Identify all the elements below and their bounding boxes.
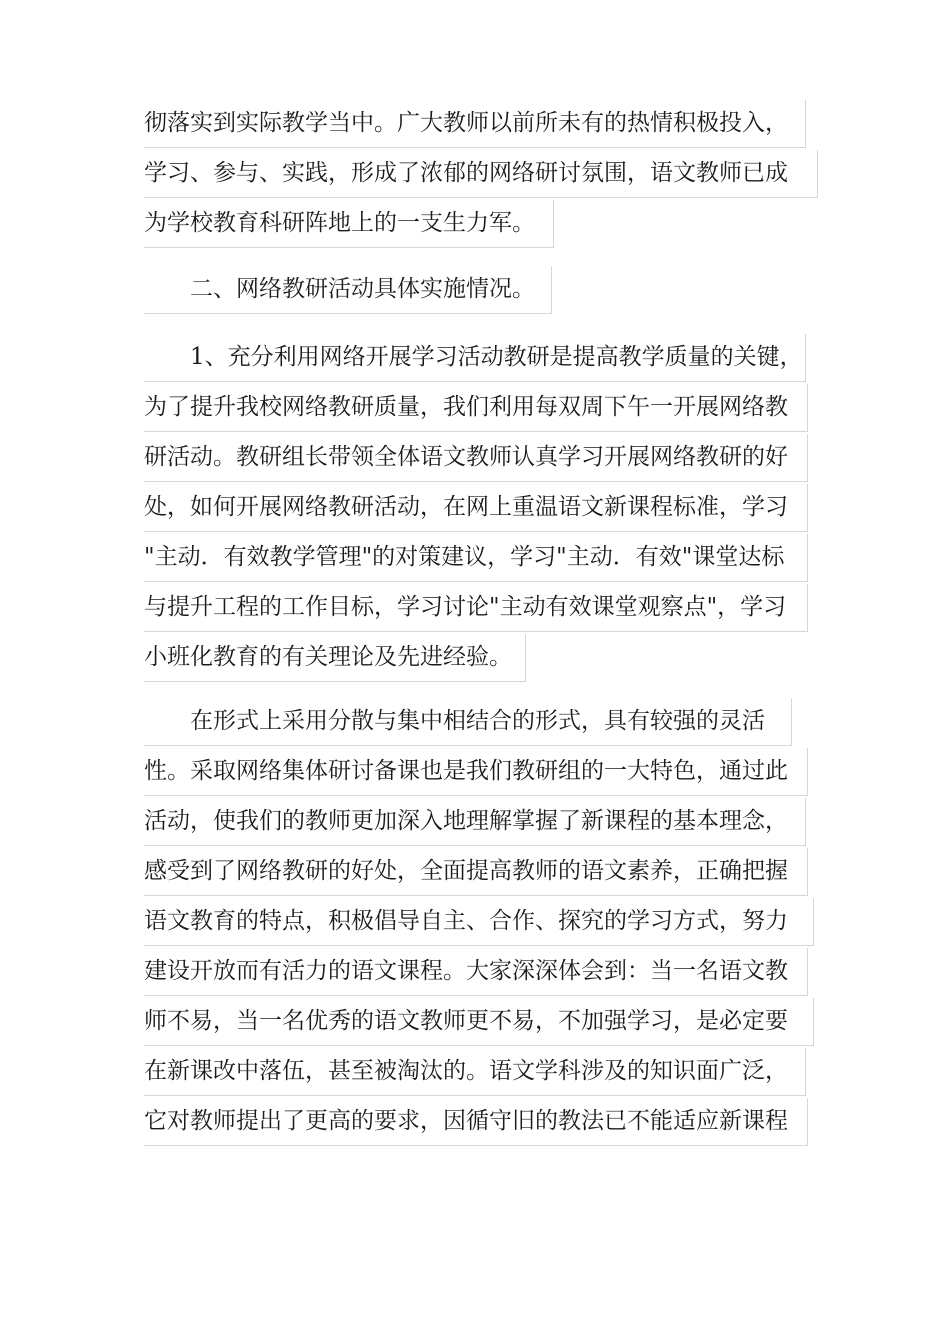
text-line: 学习、参与、实践，形成了浓郁的网络研讨氛围，语文教师已成	[144, 150, 818, 198]
text-line: 小班化教育的有关理论及先进经验。	[144, 634, 526, 682]
text-line: 语文教育的特点，积极倡导自主、合作、探究的学习方式，努力	[144, 898, 814, 946]
text-line: 它对教师提出了更高的要求，因循守旧的教法已不能适应新课程	[144, 1098, 808, 1146]
text-line: 为学校教育科研阵地上的一支生力军。	[144, 200, 554, 248]
text-line: 在新课改中落伍，甚至被淘汰的。语文学科涉及的知识面广泛，	[144, 1048, 806, 1096]
paragraph-item-1	[144, 334, 824, 684]
text-line: 活动，使我们的教师更加深入地理解掌握了新课程的基本理念，	[144, 798, 806, 846]
paragraph-intro-continuation	[144, 100, 824, 250]
text-line: 研活动。教研组长带领全体语文教师认真学习开展网络教研的好	[144, 434, 808, 482]
text-line: 1、充分利用网络开展学习活动教研是提高教学质量的关键，	[144, 334, 806, 382]
text-line: 建设开放而有活力的语文课程。大家深深体会到：当一名语文教	[144, 948, 808, 996]
text-line: 师不易，当一名优秀的语文教师更不易，不加强学习，是必定要	[144, 998, 814, 1046]
text-line: "主动．有效教学管理"的对策建议，学习"主动．有效"课堂达标	[144, 534, 808, 582]
text-line: 彻落实到实际教学当中。广大教师以前所未有的热情积极投入，	[144, 100, 806, 148]
text-line: 性。采取网络集体研讨备课也是我们教研组的一大特色，通过此	[144, 748, 808, 796]
text-line: 在形式上采用分散与集中相结合的形式，具有较强的灵活	[144, 698, 792, 746]
section-heading-text: 二、网络教研活动具体实施情况。	[144, 266, 552, 314]
section-heading	[144, 266, 824, 316]
paragraph-form	[144, 698, 824, 1148]
text-line: 为了提升我校网络教研质量，我们利用每双周下午一开展网络教	[144, 384, 808, 432]
text-line: 感受到了网络教研的好处，全面提高教师的语文素养，正确把握	[144, 848, 808, 896]
text-line: 处，如何开展网络教研活动，在网上重温语文新课程标准，学习	[144, 484, 808, 532]
text-line: 与提升工程的工作目标，学习讨论"主动有效课堂观察点"，学习	[144, 584, 808, 632]
